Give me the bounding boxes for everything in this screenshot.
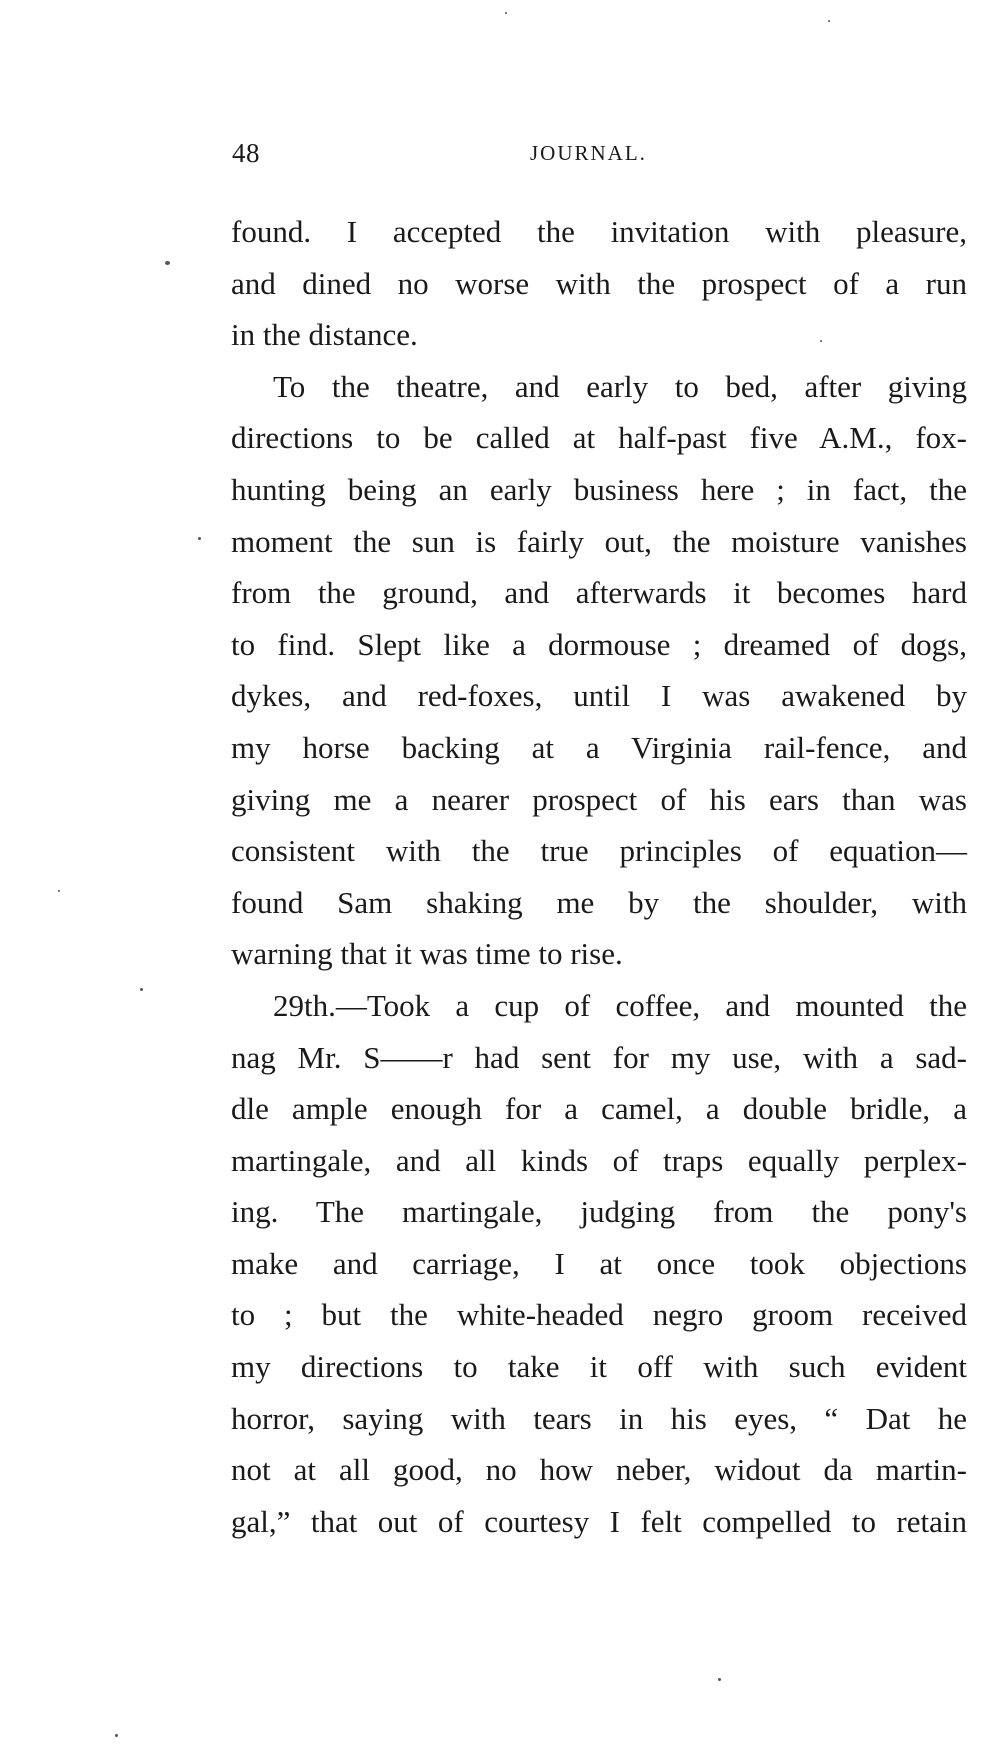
text-line: horror, saying with tears in his eyes, “ Dat he: [231, 1400, 967, 1436]
paper-speck: [165, 261, 170, 265]
text-line: ing. The martingale, judging from the pony's: [231, 1194, 967, 1230]
body-text: [231, 206, 967, 1547]
text-line: moment the sun is fairly out, the moisture vanishes: [231, 523, 967, 559]
text-line: my directions to take it off with such evident: [231, 1349, 967, 1385]
paper-speck: [140, 988, 143, 991]
text-line: to find. Slept like a dormouse ; dreamed of dogs,: [231, 626, 967, 662]
text-line: nag Mr. S——r had sent for my use, with a sad-: [231, 1039, 967, 1075]
running-head: JOURNAL.: [530, 141, 647, 165]
text-line: found. I accepted the invitation with pleasure,: [231, 214, 967, 249]
paper-speck: [115, 1734, 118, 1737]
paper-speck: [718, 1678, 721, 1681]
text-line: found Sam shaking me by the shoulder, with: [231, 884, 967, 920]
text-line: directions to be called at half-past five A.M., fox-: [231, 420, 967, 456]
paper-speck: [198, 537, 201, 540]
paragraph-first-line: 29th.—Took a cup of coffee, and mounted the: [273, 987, 967, 1023]
text-line: gal,” that out of courtesy I felt compelled to retain: [231, 1503, 967, 1539]
paper-speck: [58, 890, 60, 892]
text-line: my horse backing at a Virginia rail-fence, and: [231, 729, 967, 765]
text-line: dle ample enough for a camel, a double bridle, a: [231, 1091, 967, 1127]
text-line: make and carriage, I at once took objections: [231, 1245, 967, 1281]
text-line: in the distance.: [231, 317, 418, 353]
page-header: [230, 138, 970, 178]
text-line: consistent with the true principles of equation—: [231, 833, 967, 869]
paper-speck: [828, 20, 830, 22]
text-line: to ; but the white-headed negro groom received: [231, 1297, 967, 1333]
text-line: giving me a nearer prospect of his ears than was: [231, 781, 967, 817]
text-line: not at all good, no how neber, widout da martin-: [231, 1452, 967, 1488]
text-line: and dined no worse with the prospect of a run: [231, 265, 967, 301]
paper-speck: [505, 12, 507, 14]
text-line: hunting being an early business here ; in fact, the: [231, 471, 967, 507]
text-line: warning that it was time to rise.: [231, 936, 623, 972]
paper-speck: [820, 340, 822, 342]
text-line: dykes, and red-foxes, until I was awakened by: [231, 678, 967, 714]
text-line: martingale, and all kinds of traps equally perplex-: [231, 1142, 967, 1178]
text-line: from the ground, and afterwards it becomes hard: [231, 575, 967, 611]
paragraph-first-line: To the theatre, and early to bed, after giving: [273, 368, 967, 404]
page-number: 48: [232, 138, 260, 168]
